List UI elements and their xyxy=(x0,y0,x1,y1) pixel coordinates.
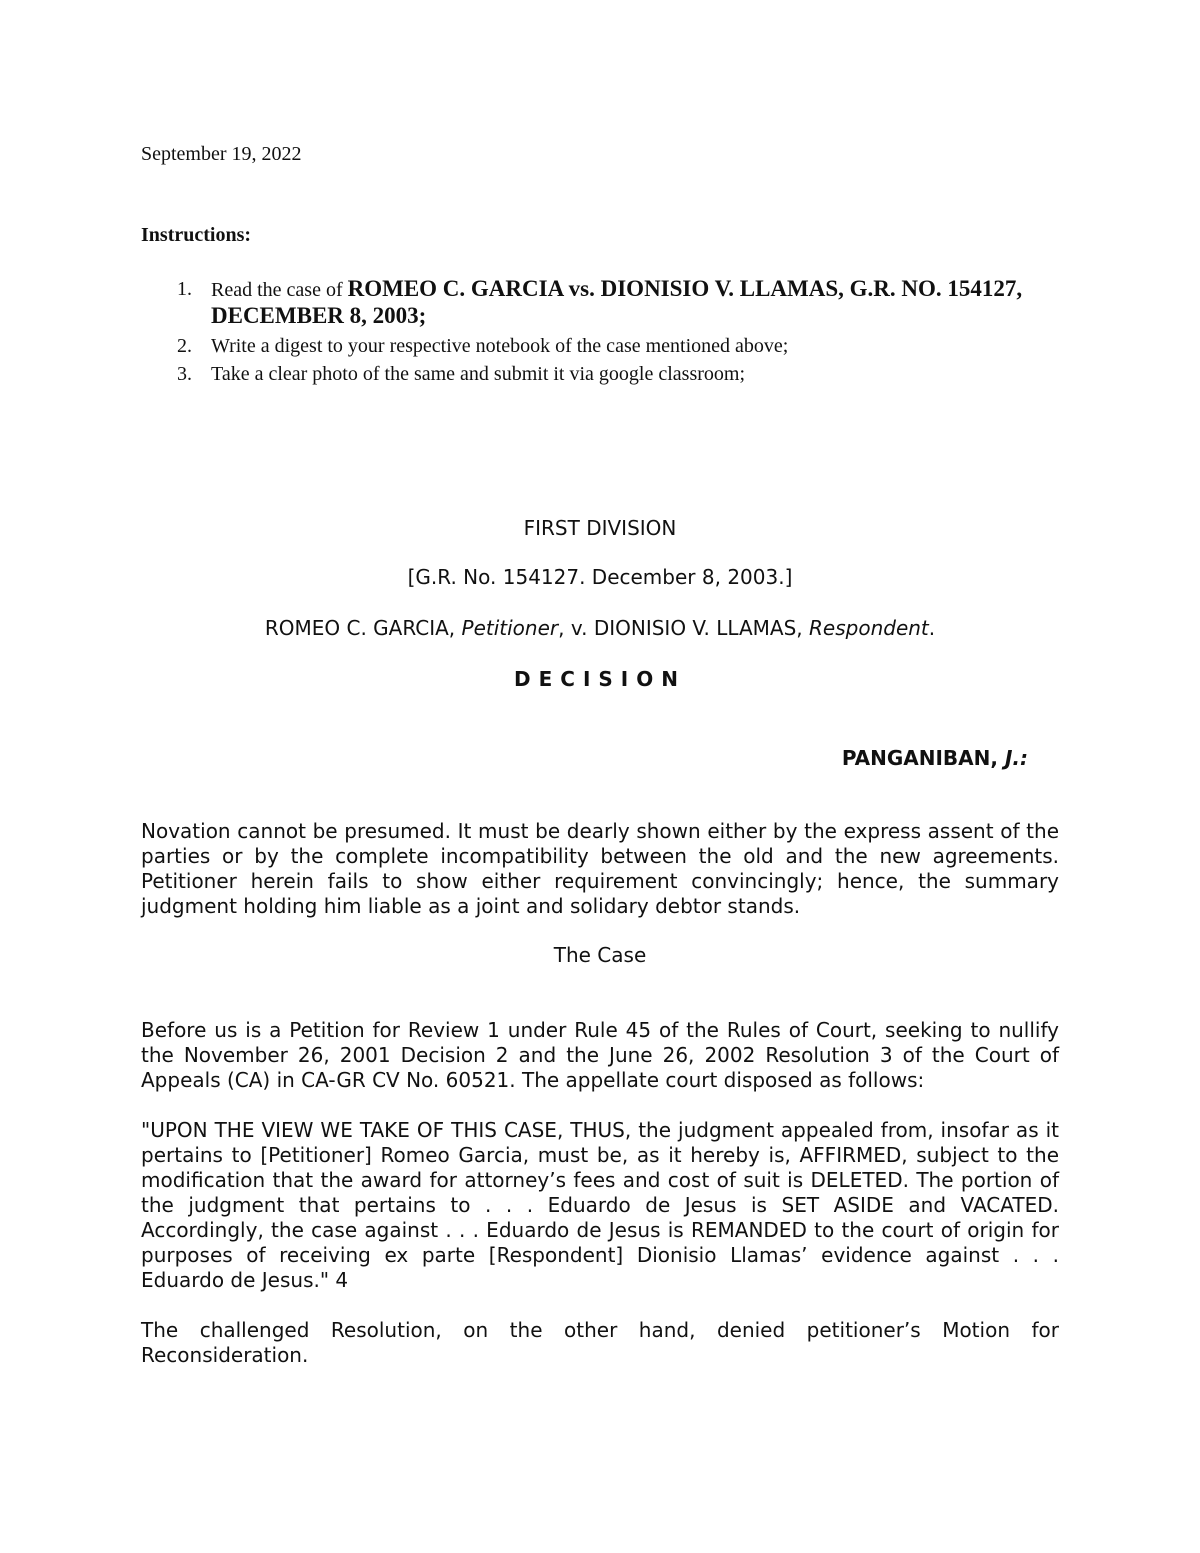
paragraph-resolution: The challenged Resolution, on the other hand, denied petitioner’s Motion for Reconsideration. xyxy=(141,1318,1059,1367)
case-title: ROMEO C. GARCIA vs. DIONISIO V. LLAMAS, G.R. NO. 154127, DECEMBER 8, 2003; xyxy=(211,276,1023,328)
quoted-disposition: "UPON THE VIEW WE TAKE OF THIS CASE, THUS, the judgment appealed from, insofar as it pertains to [Petitioner] Romeo Garcia, must be, as it hereby is, AFFIRMED, subject to the modification that the award for attorney’s fees and cost of suit is DELETED. The portion of the judgment that pertains to . . . Eduardo de Jesus is SET ASIDE and VACATED. Accordingly, the case against . . . Eduardo de Jesus is REMANDED to the court of origin for purposes of receiving ex parte [Respondent] Dionisio Llamas’ evidence against . . . Eduardo de Jesus." 4 xyxy=(141,1118,1059,1292)
list-item xyxy=(141,334,1061,358)
petitioner-name: ROMEO C. GARCIA, xyxy=(264,616,456,640)
list-item xyxy=(141,276,1061,330)
paragraph-petition: Before us is a Petition for Review 1 under Rule 45 of the Rules of Court, seeking to nullify the November 26, 2001 Decision 2 and the June 26, 2002 Resolution 3 of the Court of Appeals (CA) in CA-GR CV No. 60521. The appellate court disposed as follows: xyxy=(141,1018,1059,1092)
document-date: September 19, 2022 xyxy=(141,143,302,165)
instruction-text: Write a digest to your respective notebook of the case mentioned above; xyxy=(211,335,789,357)
instruction-text: Read the case of xyxy=(211,279,348,301)
list-number: 3. xyxy=(177,363,192,385)
list-item xyxy=(141,362,1061,386)
justice-name: PANGANIBAN, xyxy=(841,746,998,770)
list-number: 1. xyxy=(177,278,192,300)
petitioner-role: Petitioner xyxy=(461,616,559,640)
instructions-list xyxy=(141,276,1061,390)
section-heading-the-case: The Case xyxy=(553,943,647,967)
case-parties: ROMEO C. GARCIA, Petitioner, v. DIONISIO V. LLAMAS, Respondent. xyxy=(264,616,936,640)
decision-heading: DECISION xyxy=(514,667,686,691)
paragraph-novation: Novation cannot be presumed. It must be dearly shown either by the express assent of the parties or by the complete incompatibility between the old and the new agreements. Petitioner herein fails to show either requirement convincingly; hence, the summary judgment holding him liable as a joint and solidary debtor stands. xyxy=(141,819,1059,918)
division-heading: FIRST DIVISION xyxy=(523,516,677,540)
ponente xyxy=(842,746,1028,770)
gr-number: [G.R. No. 154127. December 8, 2003.] xyxy=(407,565,793,589)
instruction-text: Take a clear photo of the same and submit it via google classroom; xyxy=(211,363,746,385)
respondent-name: , v. DIONISIO V. LLAMAS, xyxy=(558,616,803,640)
justice-suffix: J.: xyxy=(1004,746,1028,770)
instructions-heading: Instructions: xyxy=(141,224,252,246)
respondent-role: Respondent xyxy=(809,616,929,640)
list-number: 2. xyxy=(177,335,192,357)
